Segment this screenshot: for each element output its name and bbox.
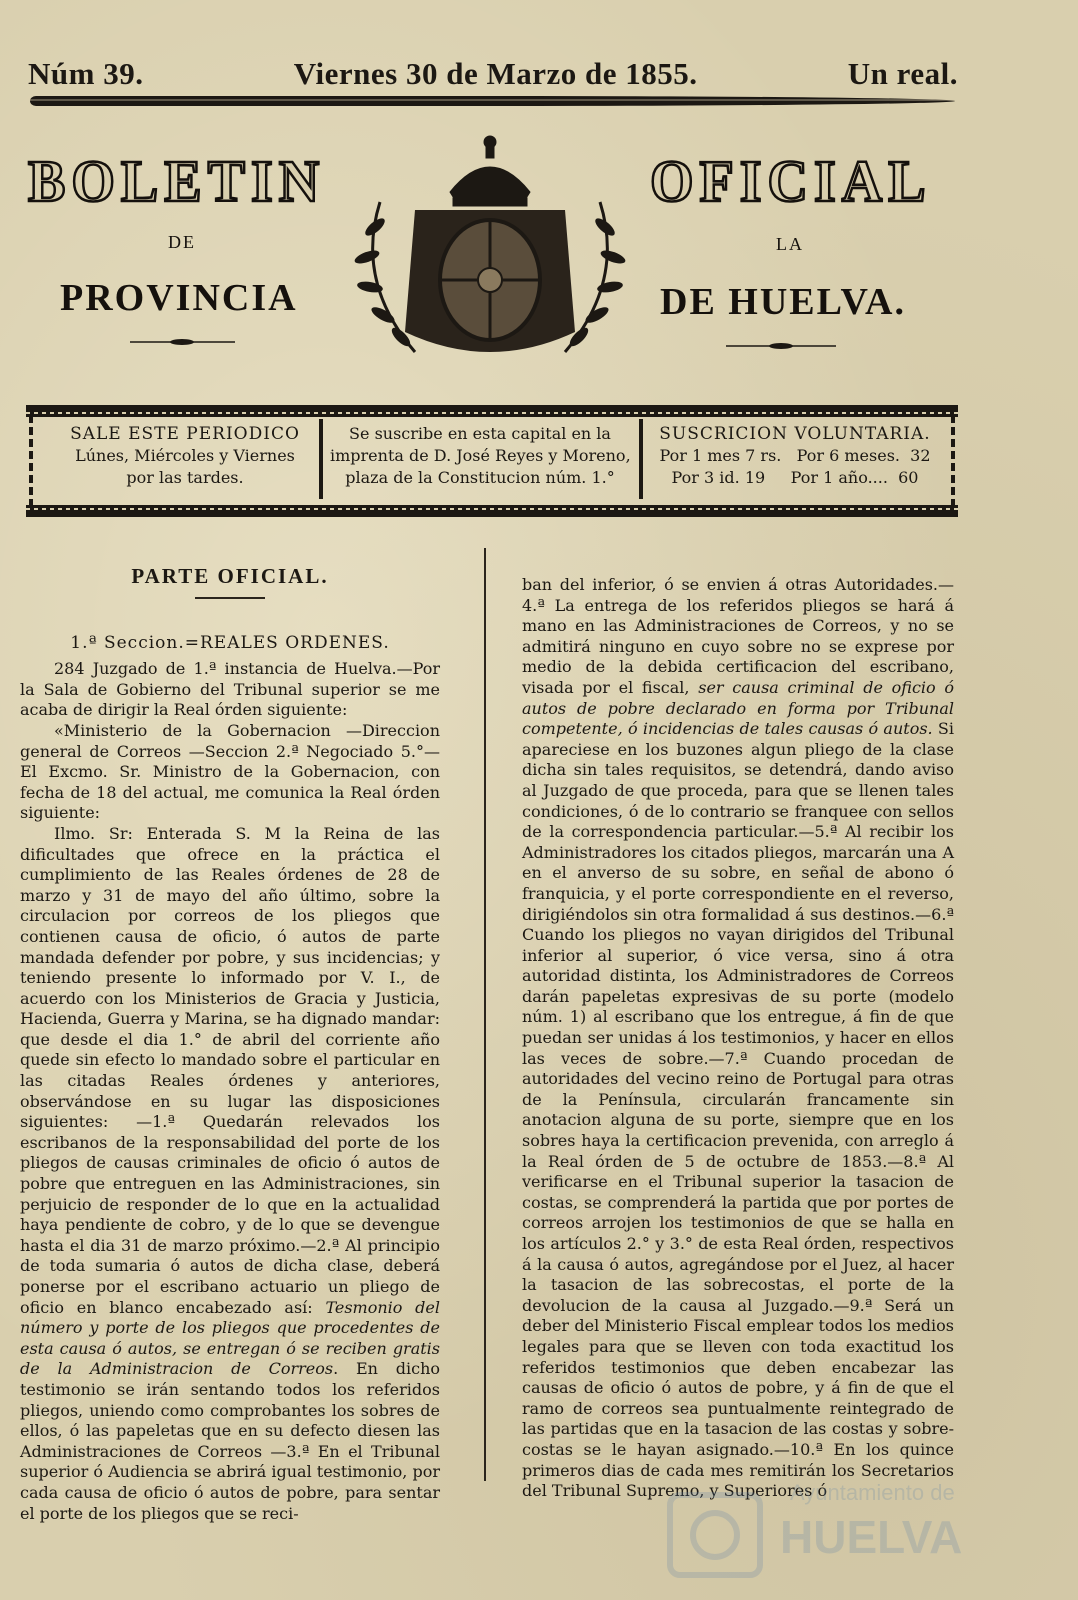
title-la: LA [776, 234, 804, 254]
section-rule [195, 597, 265, 599]
title-boletin: BOLETIN [28, 149, 326, 215]
issue-date: Viernes 30 de Marzo de 1855. [293, 56, 698, 91]
sub-col-1 [46, 423, 324, 489]
sub-col1-line1: SALE ESTE PERIODICO [70, 424, 300, 444]
title-de: DE [168, 232, 196, 252]
sub-col-2 [330, 423, 630, 489]
column-divider [484, 548, 486, 1481]
sub-separator-2 [638, 419, 644, 499]
sub-col2-line1: Se suscribe en esta capital en la [349, 424, 611, 443]
royal-crest-icon [345, 132, 635, 372]
masthead-line [28, 52, 958, 96]
paragraph-3 [20, 824, 440, 1524]
title-provincia: PROVINCIA [60, 277, 298, 319]
section-subtitle: 1.ª Seccion.=REALES ORDENES. [70, 632, 390, 653]
flourish-right [726, 342, 836, 350]
sub-col1-line3: por las tardes. [126, 468, 244, 487]
left-column [20, 560, 440, 1524]
sub-col3-title: SUSCRICION VOLUNTARIA. [659, 424, 931, 444]
right-paragraph [522, 575, 954, 1502]
watermark-emblem-icon [660, 1490, 770, 1580]
sub-col-3 [646, 423, 944, 489]
masthead-rule [30, 96, 955, 106]
sub-col2-line3: plaza de la Constitucion núm. 1.° [345, 468, 615, 487]
title-huelva: DE HUELVA. [660, 281, 906, 323]
paragraph-3-continued: . En dicho testimonio se irán sentando todos los referidos pliegos, uniendo como comprobantes los sobres de ellos, ó las papeletas que en su defecto diesen las Administraciones de Correos —3.ª En el Tribunal superior ó Audiencia se abrirá igual testimonio, por cada causa de oficio ó autos de pobre, para sentar el porte de los pliegos que se reci- [20, 1359, 441, 1523]
right-column [522, 575, 954, 1502]
issue-price: Un real. [847, 56, 958, 91]
testimonio-heading: Tesmonio del número y porte de los pliegos que procedentes de esta causa ó autos, se entregan ó se reciben gratis de la Administracion de Correos [20, 1297, 440, 1379]
watermark-line2: HUELVA [780, 1511, 963, 1563]
issue-number: Núm 39. [28, 56, 144, 91]
sub-col1-line2: Lúnes, Miércoles y Viernes [75, 446, 295, 465]
sub-col3-row2: Por 3 id. 19 Por 1 año.... 60 [671, 468, 919, 487]
paragraph-3-text: Ilmo. Sr: Enterada S. M la Reina de las dificultades que ofrece en la práctica el cumplimiento de las Reales órdenes de 28 de marzo y 31 de mayo del año último, sobre la circulacion por correos de los pliegos que contienen causa de oficio, ó autos de parte mandada defender por pobre, y sus incidencias; y teniendo presente lo informado por V. I., de acuerdo con los Ministerios de Gracia y Justicia, Hacienda, Guerra y Marina, se ha dignado mandar: que desde el dia 1.° de abril del corriente año quede sin efecto lo mandado sobre el particular en las citadas Reales órdenes y anteriores, observándose en su lugar las disposiciones siguientes: —1.ª Quedarán relevados los escribanos de la responsabilidad del porte de los pliegos de causas criminales de oficio ó autos de pobre que entreguen en las Administraciones, sin perjuicio de responder de lo que en la actualidad haya pendiente de cobro, y de lo que se devengue hasta el dia 31 de marzo próximo.—2.ª Al principio de toda sumaria ó autos de dicha clase, deberá ponerse por el escribano actuario un pliego de oficio en blanco encabezado así: [20, 823, 440, 1317]
ornament-border-left [26, 415, 36, 505]
paragraph-2: «Ministerio de la Gobernacion —Direccion general de Correos —Seccion 2.ª Negociado 5.°—El Excmo. Sr. Ministro de la Gobernacion, con fecha de 18 del actual, me comunica la Real órden siguiente: [20, 720, 440, 823]
sub-separator-1 [318, 419, 324, 499]
sub-col3-row1: Por 1 mes 7 rs. Por 6 meses. 32 [659, 446, 931, 465]
ornament-border-top [26, 405, 958, 417]
section-title: PARTE OFICIAL. [131, 564, 329, 588]
ornament-border-bottom [26, 505, 958, 517]
subscription-box [26, 405, 958, 517]
paragraph-1: 284 Juzgado de 1.ª instancia de Huelva.—Por la Sala de Gobierno del Tribunal superior se me acaba de dirigir la Real órden siguiente: [20, 659, 440, 720]
watermark-line1: Ayuntamiento de [790, 1480, 955, 1505]
ornament-border-right [948, 415, 958, 505]
sub-col2-line2: imprenta de D. José Reyes y Moreno, [330, 446, 631, 465]
right-text-b: Si apareciese en los buzones algun pliego de la clase dicha sin tales requisitos, se detendrá, dando aviso al Juzgado de que proceda, para que se llenen tales condiciones, ó de lo contrario se franquee con sellos de la correspondencia particular.—5.ª Al recibir los Administradores los citados pliegos, marcarán una A en el anverso de su sobre, en señal de abono ó franquicia, y el porte correspondiente en el reverso, dirigiéndolos sin otra formalidad á sus destinos.—6.ª Cuando los pliegos no vayan dirigidos del Tribunal inferior al superior, ó vice versa, sino á otra autoridad distinta, los Administradores de Correos darán papeletas expresivas de su porte (modelo núm. 1) al escribano que los entregue, á fin de que puedan ser unidas á los testimonios, y hacer en ellos las veces de sobre.—7.ª Cuando procedan de autoridades del vecino reino de Portugal para otras de la Península, circularán francamente sin anotacion alguna de su porte, siempre que en los sobres haya la certificacion prevenida, con arreglo á la Real órden de 5 de octubre de 1853.—8.ª Al verificarse en el Tribunal superior la tasacion de costas, se comprenderá la partida que por portes de correos arrojen los testimonios de que se halla en los artículos 2.° y 3.° de esta Real órden, respectivos á la causa ó autos, agregándose por el Juez, al hacer la tasacion de las sobrecostas, el porte de la devolucion de la causa al Juzgado.—9.ª Será un deber del Ministerio Fiscal emplear todos los medios legales para que se lleven con toda exactitud los referidos testimonios que deben encabezar las causas de oficio ó autos de pobre, y á fin de que el ramo de correos sea puntualmente reintegrado de las partidas que en la tasacion de las costas y sobre-costas se le hayan asignado.—10.ª En los quince primeros dias de cada mes remitirán los Secretarios del Tribunal Supremo, y Superiores ó [522, 719, 954, 1501]
title-oficial: OFICIAL [650, 149, 932, 215]
archive-watermark [660, 1470, 990, 1585]
right-text-a: ban del inferior, ó se envien á otras Autoridades.—4.ª La entrega de los referidos pliegos se hará á mano en las Administraciones de Correos, y no se admitirá ninguno en cuyo sobre no se exprese por medio de la debida certificacion del escribano, visada por el fiscal, [522, 575, 954, 697]
flourish-left [130, 338, 235, 346]
right-text-italic: ser causa criminal de oficio ó autos de pobre declarado en forma por Tribunal competente, ó incidencias de tales causas ó autos. [522, 677, 954, 739]
